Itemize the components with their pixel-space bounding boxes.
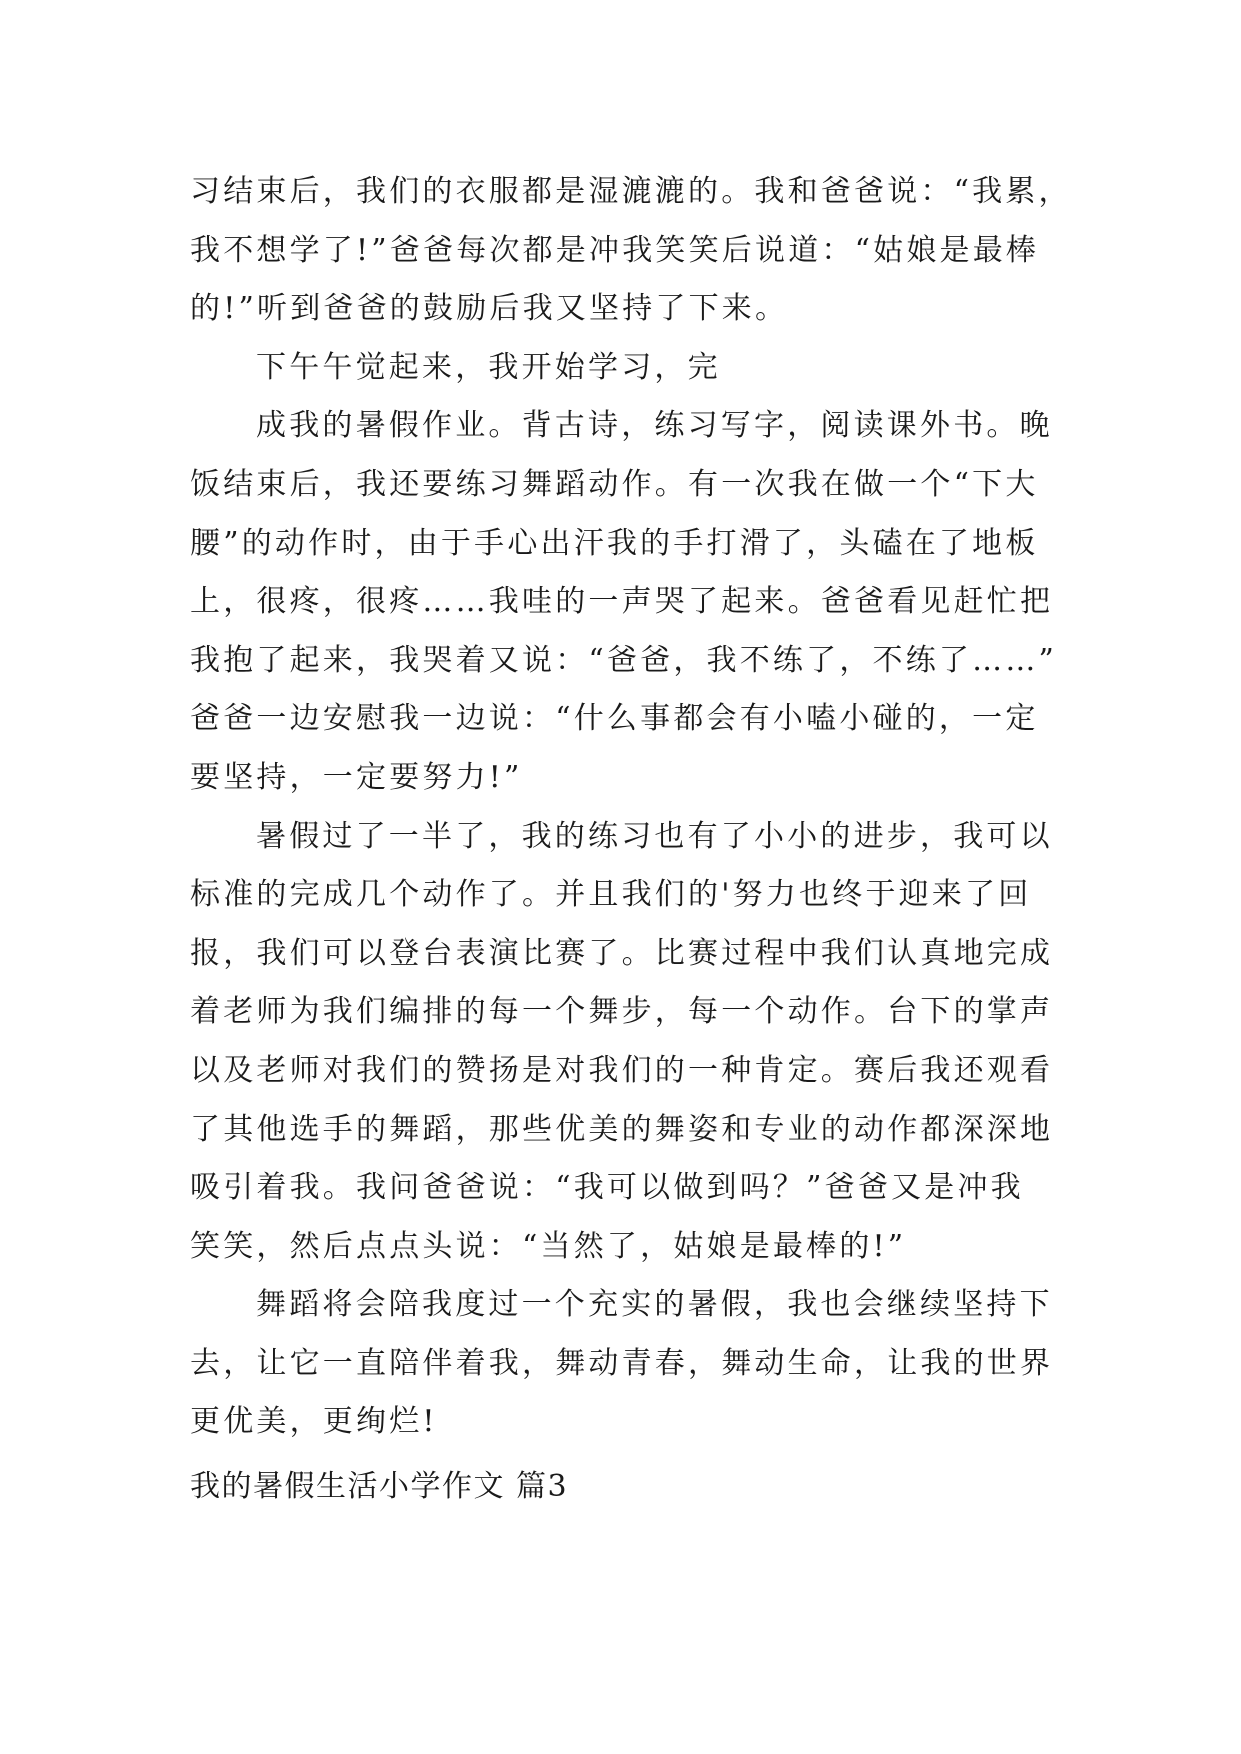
essay-line: 吸引着我。我问爸爸说：“我可以做到吗？”爸爸又是冲我 — [190, 1170, 1024, 1206]
essay-line: 更优美，更绚烂! — [190, 1404, 438, 1440]
essay-line: 习结束后，我们的衣服都是湿漉漉的。我和爸爸说：“我累， — [190, 174, 1072, 209]
essay-line: 以及老师对我们的赞扬是对我们的一种肯定。赛后我还观看 — [190, 1052, 1054, 1088]
paragraph-start-line: 舞蹈将会陪我度过一个充实的暑假，我也会继续坚持下 — [256, 1287, 1053, 1323]
essay-body — [190, 163, 1072, 1452]
essay-line: 要坚持，一定要努力!” — [190, 759, 523, 795]
essay-line: 着老师为我们编排的每一个舞步，每一个动作。台下的掌声 — [190, 994, 1054, 1030]
essay-line: 上，很疼，很疼……我哇的一声哭了起来。爸爸看见赶忙把 — [190, 584, 1054, 620]
essay-line: 了其他选手的舞蹈，那些优美的舞姿和专业的动作都深深地 — [190, 1111, 1054, 1147]
essay-line: 笑笑，然后点点头说：“当然了，姑娘是最棒的!” — [190, 1228, 907, 1264]
section-heading: 我的暑假生活小学作文 篇3 — [190, 1469, 569, 1504]
essay-line: 去，让它一直陪伴着我，舞动青春，舞动生命，让我的世界 — [190, 1345, 1054, 1381]
paragraph-start-line: 成我的暑假作业。背古诗，练习写字，阅读课外书。晚 — [256, 408, 1053, 444]
essay-line: 我不想学了!”爸爸每次都是冲我笑笑后说道：“姑娘是最棒 — [190, 232, 1040, 268]
essay-line: 饭结束后，我还要练习舞蹈动作。有一次我在做一个“下大 — [190, 466, 1039, 502]
paragraph-start-line: 下午午觉起来，我开始学习，完 — [256, 349, 721, 385]
essay-line: 标准的完成几个动作了。并且我们的'努力也终于迎来了回 — [190, 877, 1032, 913]
essay-line: 报，我们可以登台表演比赛了。比赛过程中我们认真地完成 — [190, 935, 1054, 971]
essay-line: 腰”的动作时，由于手心出汗我的手打滑了，头磕在了地板 — [190, 525, 1039, 561]
essay-line: 爸爸一边安慰我一边说：“什么事都会有小嗑小碰的，一定 — [190, 701, 1039, 737]
essay-line: 我抱了起来，我哭着又说：“爸爸，我不练了，不练了……” — [190, 642, 1058, 678]
paragraph-start-line: 暑假过了一半了，我的练习也有了小小的进步，我可以 — [256, 818, 1053, 854]
essay-line: 的!”听到爸爸的鼓励后我又坚持了下来。 — [190, 291, 789, 327]
